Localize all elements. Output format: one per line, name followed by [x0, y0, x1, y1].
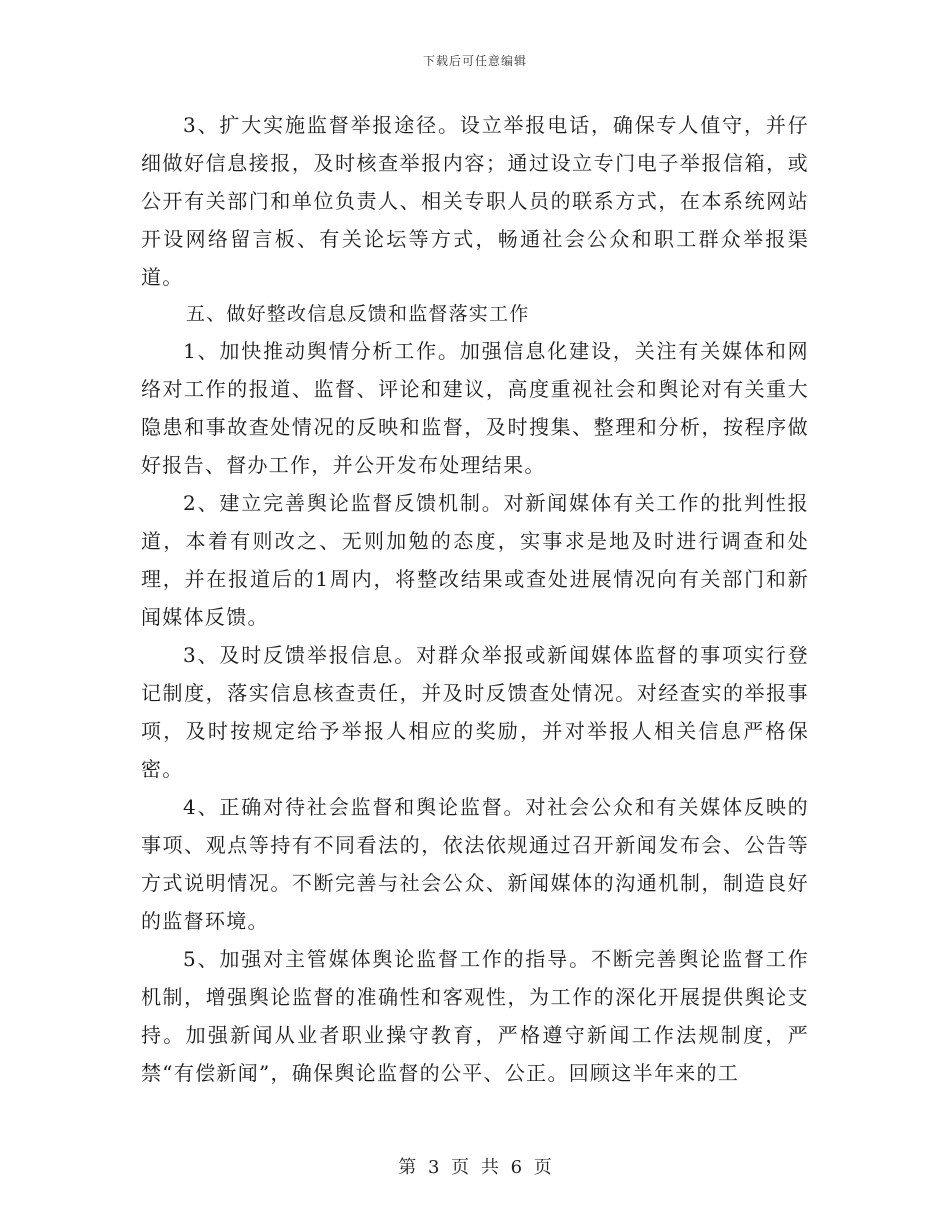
paragraph-report-channels: 3、扩大实施监督举报途径。设立举报电话，确保专人值守，并仔细做好信息接报，及时核查举报内容；通过设立专门电子举报信箱，或公开有关部门和单位负责人、相关专职人员的联系方式，在本系统网站开设网络留言板、有关论坛等方式，畅通社会公众和职工群众举报渠道。 — [141, 113, 809, 289]
page-number: 第 3 页 共 6 页 — [398, 1157, 552, 1178]
section-heading-five: 五、做好整改信息反馈和监督落实工作 — [186, 303, 530, 325]
paragraph-social-supervision: 4、正确对待社会监督和舆论监督。对社会公众和有关媒体反映的事项、观点等持有不同看法的，依法依规通过召开新闻发布会、公告等方式说明情况。不断完善与社会公众、新闻媒体的沟通机制，制造良好的监督环境。 — [141, 795, 809, 933]
paragraph-report-feedback: 3、及时反馈举报信息。对群众举报或新闻媒体监督的事项实行登记制度，落实信息核查责任，并及时反馈查处情况。对经查实的举报事项，及时按规定给予举报人相应的奖励，并对举报人相关信息严格保密。 — [141, 643, 809, 781]
paragraph-opinion-analysis: 1、加快推动舆情分析工作。加强信息化建设，关注有关媒体和网络对工作的报道、监督、评论和建议，高度重视社会和舆论对有关重大隐患和事故查处情况的反映和监督，及时搜集、整理和分析，按程序做好报告、督办工作，并公开发布处理结果。 — [141, 339, 809, 477]
page-header-note: 下载后可任意编辑 — [422, 54, 527, 68]
paragraph-feedback-mechanism: 2、建立完善舆论监督反馈机制。对新闻媒体有关工作的批判性报道，本着有则改之、无则加勉的态度，实事求是地及时进行调查和处理，并在报道后的1周内，将整改结果或查处进展情况向有关部门和新闻媒体反馈。 — [141, 491, 809, 629]
paragraph-media-guidance: 5、加强对主管媒体舆论监督工作的指导。不断完善舆论监督工作机制，增强舆论监督的准确性和客观性，为工作的深化开展提供舆论支持。加强新闻从业者职业操守教育，严格遵守新闻工作法规制度，严禁“有偿新闻”，确保舆论监督的公平、公正。回顾这半年来的工 — [141, 947, 809, 1085]
document-body — [141, 106, 809, 1092]
